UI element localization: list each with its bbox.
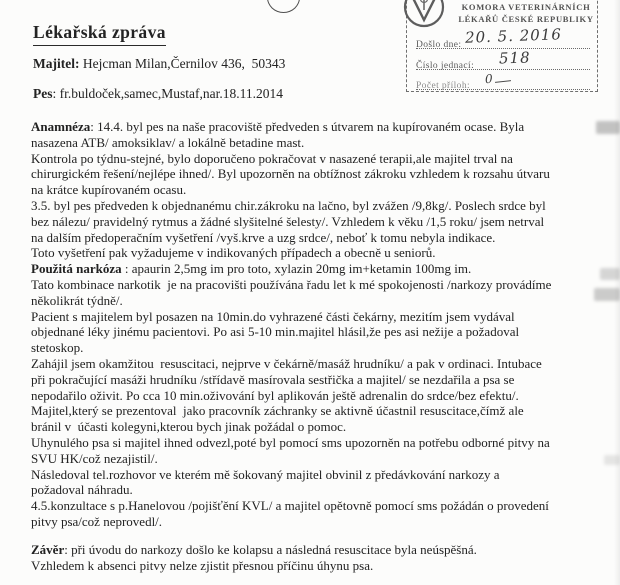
body-line-text: : apaurin 2,5mg im pro toto, xylazin 20mg im+ketamin 100mg im. [121, 261, 472, 277]
owner-label: Majitel: [33, 56, 80, 71]
body-line-text: na krátce kupírovaném ocasu. [31, 182, 187, 198]
body-line [31, 419, 611, 435]
body-line [31, 356, 611, 372]
body-line-lead: Použitá narkóza [31, 261, 122, 277]
report-body [31, 119, 611, 573]
body-line [31, 388, 611, 404]
body-line [31, 198, 611, 214]
body-line [31, 372, 611, 388]
body-line [31, 119, 611, 135]
stamp-organization-name [457, 1, 595, 25]
body-line-text: 3.5. byl pes předveden k objednanému chir.zákroku na lačno, byl zvážen /9,8kg/. Poslech srdce byl [31, 197, 546, 213]
owner-value: Hejcman Milan,Černilov 436, 50343 [79, 56, 286, 71]
body-line-text: požadoval náhradu. [31, 482, 133, 498]
body-line [31, 309, 611, 325]
body-line-text: nasazena ATB/ amoksiklav/ a lokálně betadine mast. [31, 134, 305, 150]
body-line [31, 467, 611, 483]
stamp-field-label: Došlo dne: [416, 40, 462, 50]
veterinary-chamber-logo-icon [402, 0, 446, 30]
stamp-remnant-circle [267, 0, 300, 13]
body-line-text: 4.5.konzultace s p.Hanelovou /pojišťění KVL/ a majitel opětovně pomocí sms požádán o provedení [31, 498, 549, 514]
handwritten-attachments-count: 0 [484, 71, 493, 87]
body-line-text: pitvy psa/což neprovedl/. [31, 513, 163, 529]
body-line [31, 245, 611, 261]
handwritten-reference-number: 518 [498, 48, 531, 68]
body-line-text: bránil v účasti kolegyni,kterou bych jinak požádal o pomoc. [31, 419, 347, 435]
body-line [31, 514, 611, 530]
body-line [31, 277, 611, 293]
body-line [31, 261, 611, 277]
body-line-text: : 14.4. byl pes na naše pracoviště předveden s útvarem na kupírovaném ocase. Byla [90, 119, 525, 134]
body-line [31, 482, 611, 498]
body-line-text: na dalším předoperačním vyšetření /vyš.krve a uzg srdce/, neboť k tomu nebyla indikace. [31, 229, 496, 245]
body-line-text: Zahájil jsem okamžitou resuscitaci, nejprve v čekárně/masáž hrudníku/ a pak v ordinaci. Intubace [31, 355, 542, 371]
stamp-field-label: Počet příloh: [416, 81, 471, 91]
body-line [31, 151, 611, 167]
body-line [31, 498, 611, 514]
stamp-org-line2: LÉKAŘŮ ČESKÉ REPUBLIKY [458, 14, 594, 24]
pet-label: Pes [33, 86, 53, 101]
body-line-text: bez nálezu/ pravidelný rytmus a žádné slyšitelné šelesty/. Vzhledem k věku /1,5 roku/ jsem netrval [31, 213, 545, 229]
body-line-text: nepodařilo oživit. Po cca 10 min.oživování byl aplikován ještě adrenalin do srdce/bez efektu/. [31, 387, 519, 403]
body-line-text: Kontrola po týdnu-stejné, bylo doporučeno pokračovat v nasazené terapii,ale majitel trval na [31, 150, 513, 166]
body-line-lead: Anamnéza [31, 119, 91, 134]
body-line-text: Toto vyšetření pak vyžadujeme v indikovaných případech a obecně u seniorů. [31, 245, 436, 261]
body-line-text: : při úvodu do narkozy došlo ke kolapsu a následná resuscitace byla neúspěšná. [64, 541, 477, 557]
body-line [31, 340, 611, 356]
body-line-text: objednané léky jinému pacientovi. Po asi 5-10 min.majitel hlásil,že pes asi nežije a požadoval [31, 324, 520, 340]
body-line-text: při pokračující masáži hrudníku /střídavě masírovala sestřička a majitel/ se nezdařila a psa se [31, 371, 515, 387]
body-line-lead: Závěr [31, 541, 65, 557]
body-line-text: Pacient s majitelem byl posazen na 10min.do vyhrazené části čekárny, mezitím jsem vydával [31, 308, 515, 324]
pet-value: : fr.buldoček,samec,Mustaf,nar.18.11.2014 [52, 86, 283, 101]
body-line [31, 230, 611, 246]
body-line [31, 558, 611, 574]
report-title: Lékařská zpráva [33, 22, 166, 46]
body-line [31, 135, 611, 151]
body-line-text: Tato kombinace narkotik je na pracovišti používána řadu let k mé spokojenosti /narkozy provádíme [31, 276, 552, 292]
owner-line [33, 56, 285, 72]
body-line [31, 403, 611, 419]
scan-edge-shadow [614, 0, 620, 585]
registry-stamp [406, 0, 598, 92]
body-line-text: Následoval tel.rozhovor ve kterém mě šokovaný majitel obvinil z předávkování narkozy a [31, 466, 500, 482]
body-line [31, 451, 611, 467]
body-line-text: chirurgickém řešení/nejlépe ihned/. Byl upozorněn na obtížnost zákroku vzhledem k rozsahu útvaru [31, 166, 550, 182]
body-line [31, 435, 611, 451]
body-line [31, 542, 611, 558]
pet-line [33, 86, 283, 102]
body-line [31, 182, 611, 198]
body-line [31, 324, 611, 340]
body-line-text: několikrát týdně/. [31, 292, 123, 308]
stamp-org-line1: KOMORA VETERINÁRNÍCH [461, 2, 591, 12]
body-line-text: Uhynulého psa si majitel ihned odvezl,poté byl pomocí sms upozorněn na potřebu odborné pitvy na [31, 434, 550, 450]
body-line-text: SVU HK/což nezajistil/. [31, 450, 158, 466]
body-line [31, 166, 611, 182]
handwritten-received-date: 20. 5. 2016 [464, 25, 563, 47]
body-line [31, 214, 611, 230]
stamp-field-label: Číslo jednací: [416, 61, 475, 71]
stamp-field-attachments [416, 75, 590, 90]
body-line-text: Majitel,který se prezentoval jako pracovník záchranky se aktivně účastnil resuscitace,čímž ale [31, 403, 524, 419]
body-line-text: stetoskop. [31, 340, 84, 356]
body-line-text: Vzhledem k absenci pitvy nelze zjistit přesnou příčinu úhynu psa. [31, 557, 374, 573]
body-line [31, 293, 611, 309]
